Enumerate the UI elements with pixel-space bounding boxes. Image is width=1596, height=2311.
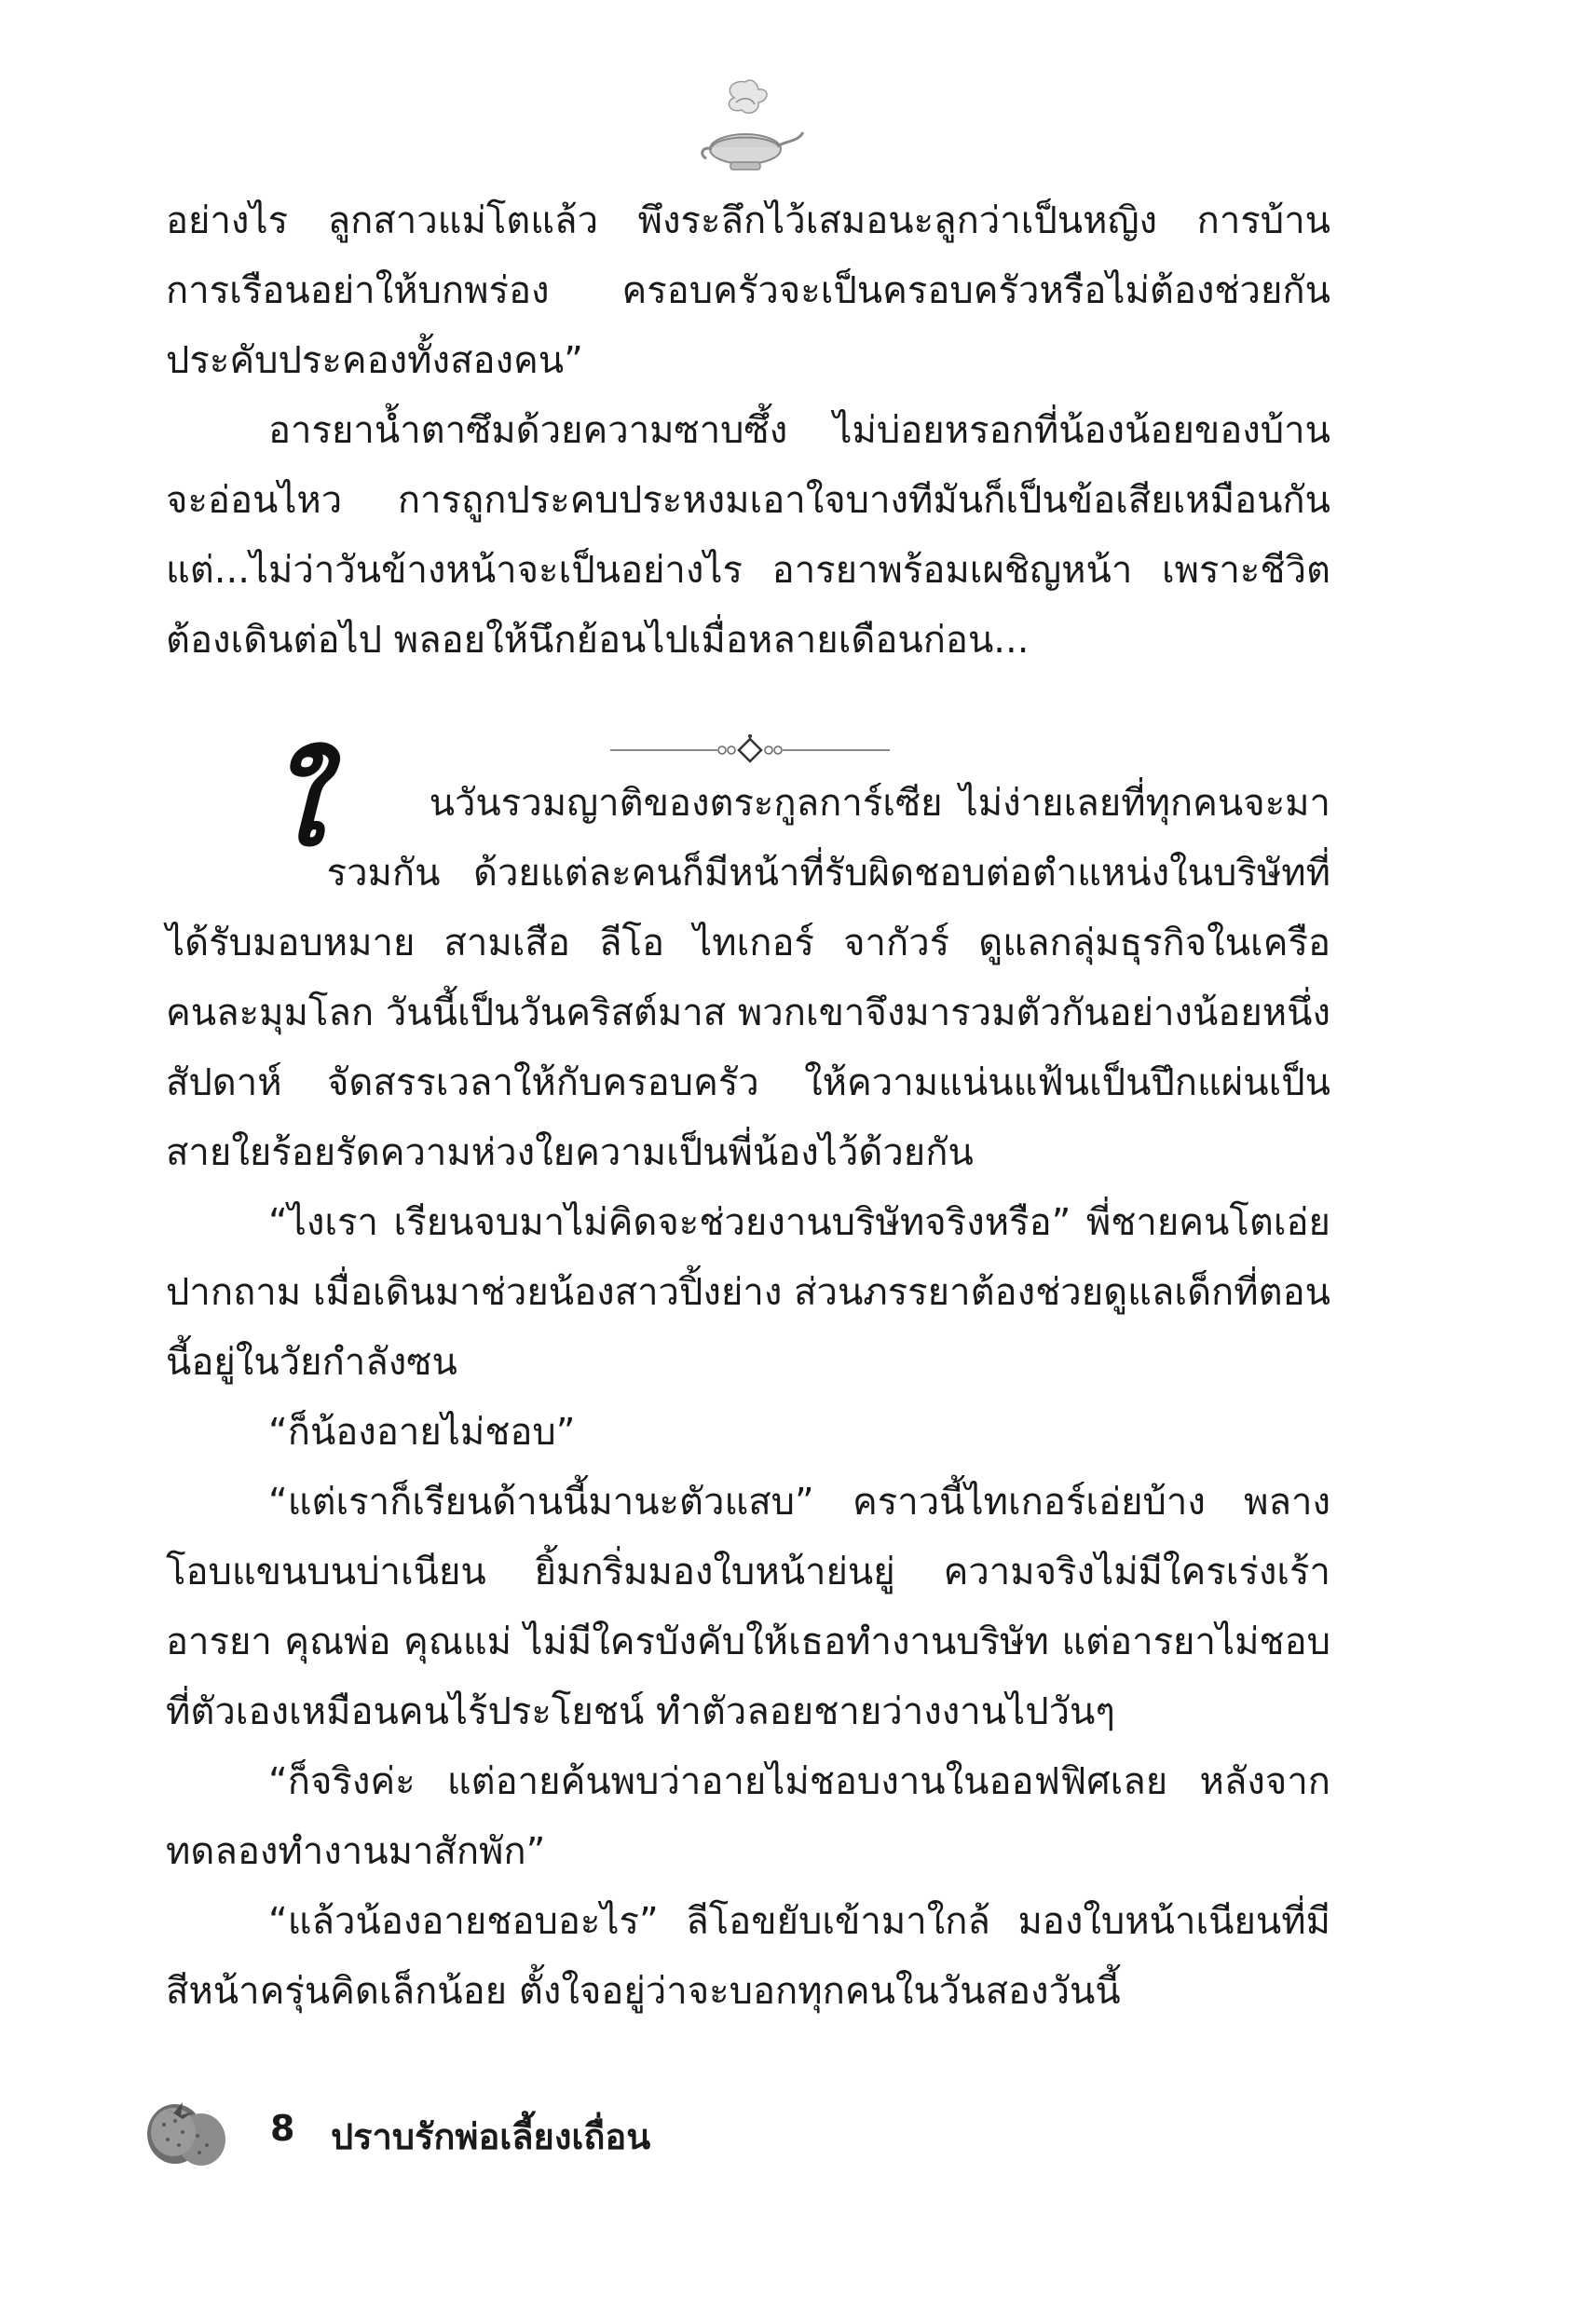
book-title: ปราบรักพ่อเลี้ยงเถื่อน (331, 2116, 651, 2157)
opening-paragraph (166, 740, 1330, 1188)
page-footer (140, 2087, 792, 2171)
paragraph: อารยาน้ำตาซึมด้วยความซาบซึ้ง ไม่บ่อยหรอกที่น้องน้อยของบ้านจะอ่อนไหว การถูกประคบประหงมเอาใจบางทีมันก็เป็นข้อเสียเหมือนกัน แต่...ไม่ว่าวันข้างหน้าจะเป็นอย่างไร อารยาพร้อมเผชิญหน้า เพราะชีวิตต้องเดินต่อไป พลอยให้นึกย้อนไปเมื่อหลายเดือนก่อน... (166, 409, 1330, 662)
paragraph: “แต่เราก็เรียนด้านนี้มานะตัวแสบ” คราวนี้ไทเกอร์เอ่ยบ้าง พลางโอบแขนบนบ่าเนียน ยิ้มกริ่มมองใบหน้าย่นยู่ ความจริงไม่มีใครเร่งเร้าอารยา คุณพ่อ คุณแม่ ไม่มีใครบังคับให้เธอทำงานบริษัท แต่อารยาไม่ชอบที่ตัวเองเหมือนคนไร้ประโยชน์ ทำตัวลอยชายว่างงานไปวันๆ (166, 1481, 1330, 1733)
strawberry-icon (140, 2087, 233, 2171)
teapot-lamp-ornament-icon (680, 75, 811, 177)
paragraph: “ก็จริงค่ะ แต่อายค้นพบว่าอายไม่ชอบงานในออฟฟิศเลย หลังจากทดลองทำงานมาสักพัก” (166, 1760, 1330, 1873)
paragraph: อย่างไร ลูกสาวแม่โตแล้ว พึงระลึกไว้เสมอนะลูกว่าเป็นหญิง การบ้านการเรือนอย่าให้บกพร่อง ครอบครัวจะเป็นครอบครัวหรือไม่ต้องช่วยกันประคับประคองทั้งสองคน” (166, 199, 1330, 382)
paragraph: “แล้วน้องอายชอบอะไร” ลีโอขยับเข้ามาใกล้ มองใบหน้าเนียนที่มีสีหน้าครุ่นคิดเล็กน้อย ตั้งใจอยู่ว่าจะบอกทุกคนในวันสองวันนี้ (166, 1900, 1330, 2013)
page-number: 8 (270, 2108, 295, 2149)
text-block-a (166, 186, 1330, 676)
opening-text: นวันรวมญาติของตระกูลการ์เซีย ไม่ง่ายเลยที่ทุกคนจะมารวมกัน ด้วยแต่ละคนก็มีหน้าที่รับผิดชอบต่อตำแหน่งในบริษัทที่ได้รับมอบหมาย สามเสือ ลีโอ ไทเกอร์ จากัวร์ ดูแลกลุ่มธุรกิจในเครือคนละมุมโลก วันนี้เป็นวันคริสต์มาส พวกเขาจึงมารวมตัวกันอย่างน้อยหนึ่งสัปดาห์ จัดสรรเวลาให้กับครอบครัว ให้ความแน่นแฟ้นเป็นปึกแผ่นเป็นสายใยร้อยรัดความห่วงใยความเป็นพี่น้องไว้ด้วยกัน (166, 782, 1330, 1174)
diamond-divider-icon (610, 732, 890, 769)
text-block-b (166, 740, 1330, 2027)
drop-cap: ใ (268, 740, 323, 871)
paragraph: “ไงเรา เรียนจบมาไม่คิดจะช่วยงานบริษัทจริงหรือ” พี่ชายคนโตเอ่ยปากถาม เมื่อเดินมาช่วยน้องสาวปิ้งย่าง ส่วนภรรยาต้องช่วยดูแลเด็กที่ตอนนี้อยู่ในวัยกำลังซน (166, 1201, 1330, 1384)
paragraph: “ก็น้องอายไม่ชอบ” (268, 1411, 576, 1454)
